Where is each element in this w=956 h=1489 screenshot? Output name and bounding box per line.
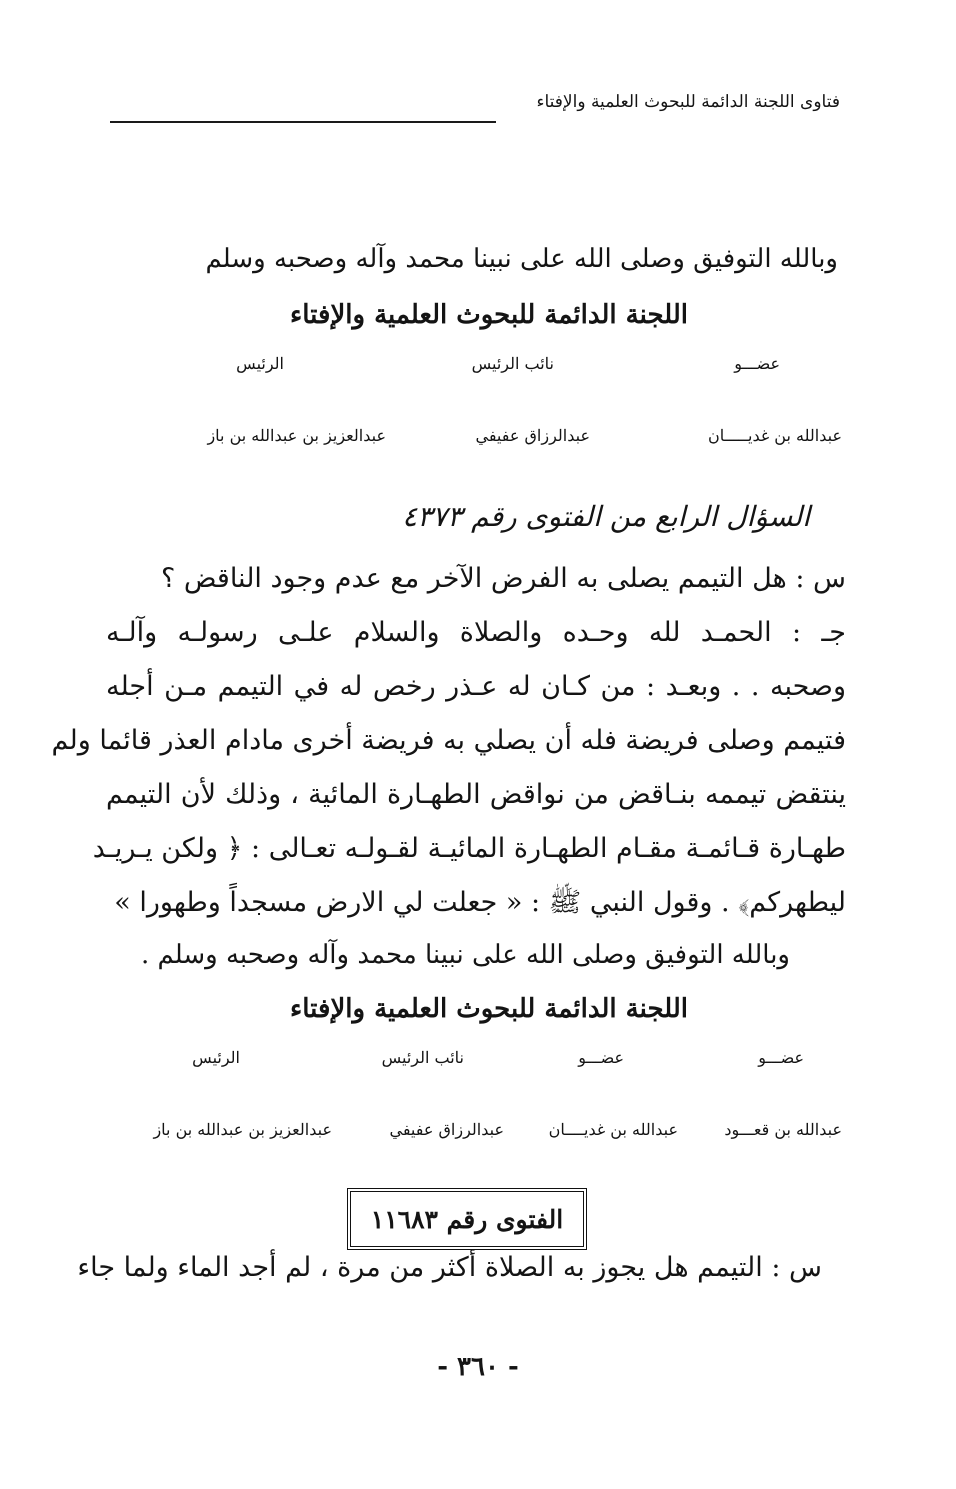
answer-line: فتيمم وصلى فريضة فله أن يصلي به فريضة أخرى مادام العذر قائما ولم	[51, 725, 846, 756]
question-line: س : هل التيمم يصلى به الفرض الآخر مع عدم وجود الناقض ؟	[160, 563, 846, 594]
signatory-role-member: عضـــو	[758, 1048, 804, 1067]
signatory-name-afifi: عبدالرزاق عفيفي	[475, 426, 590, 445]
signatory-name-ghudayan: عبدالله بن غديـــــان	[707, 426, 842, 445]
closing-formula-1: وبالله التوفيق وصلى الله على نبينا محمد وآله وصحبه وسلم	[205, 244, 838, 274]
committee-name-2: اللجنة الدائمة للبحوث العلمية والإفتاء	[290, 994, 688, 1024]
signatory-role-president: الرئيس	[192, 1048, 240, 1067]
answer-line: جـ : الحمـد لله وحـده والصلاة والسلام علـى رسولـه وآلـه	[106, 617, 846, 648]
signatory-role-president: الرئيس	[236, 354, 284, 373]
signatory-role-vice-president: نائب الرئيس	[381, 1048, 464, 1067]
answer-line: طهـارة قـائمـة مقـام الطهـارة المائيـة لقـولـه تعـالى : ﴿ ولكن يـريـد	[92, 833, 846, 864]
final-question: س : التيمم هل يجوز به الصلاة أكثر من مرة ، لم أجد الماء ولما جاء	[77, 1252, 822, 1283]
signatory-name-afifi: عبدالرزاق عفيفي	[389, 1120, 504, 1139]
fatwa-number-box	[347, 1188, 587, 1250]
running-header: فتاوى اللجنة الدائمة للبحوث العلمية والإفتاء	[536, 92, 840, 112]
signatory-name-qaud: عبدالله بن قعـــود	[724, 1120, 842, 1139]
signatory-role-vice-president: نائب الرئيس	[471, 354, 554, 373]
signatory-role-member: عضـــو	[734, 354, 780, 373]
page-number: - ٣٦٠ -	[437, 1352, 519, 1382]
answer-line: ليطهركم﴾ . وقول النبي ﷺ : « جعلت لي الارض مسجداً وطهورا »	[114, 887, 846, 918]
answer-line: ينتقض تيممه بنـاقض من نواقض الطهـارة المائية ، وذلك لأن التيمم	[106, 779, 846, 810]
signatory-role-member: عضـــو	[578, 1048, 624, 1067]
answer-line: وصحبه . . وبعـد : من كـان له عـذر رخص له في التيمم مـن أجله	[106, 671, 846, 702]
signatory-name-ghudayan: عبدالله بن غديــــان	[548, 1120, 678, 1139]
closing-formula-2: وبالله التوفيق وصلى الله على نبينا محمد وآله وصحبه وسلم .	[140, 940, 790, 970]
header-rule	[110, 121, 496, 123]
question-title: السؤال الرابع من الفتوى رقم ٤٣٧٣	[402, 500, 810, 533]
committee-name-1: اللجنة الدائمة للبحوث العلمية والإفتاء	[290, 300, 688, 330]
signatory-name-bin-baz: عبدالعزيز بن عبدالله بن باز	[207, 426, 386, 445]
question-answer-paragraph	[51, 552, 846, 930]
signatory-name-bin-baz: عبدالعزيز بن عبدالله بن باز	[153, 1120, 332, 1139]
fatwa-number-label: الفتوى رقم ١١٦٨٣	[370, 1204, 564, 1234]
